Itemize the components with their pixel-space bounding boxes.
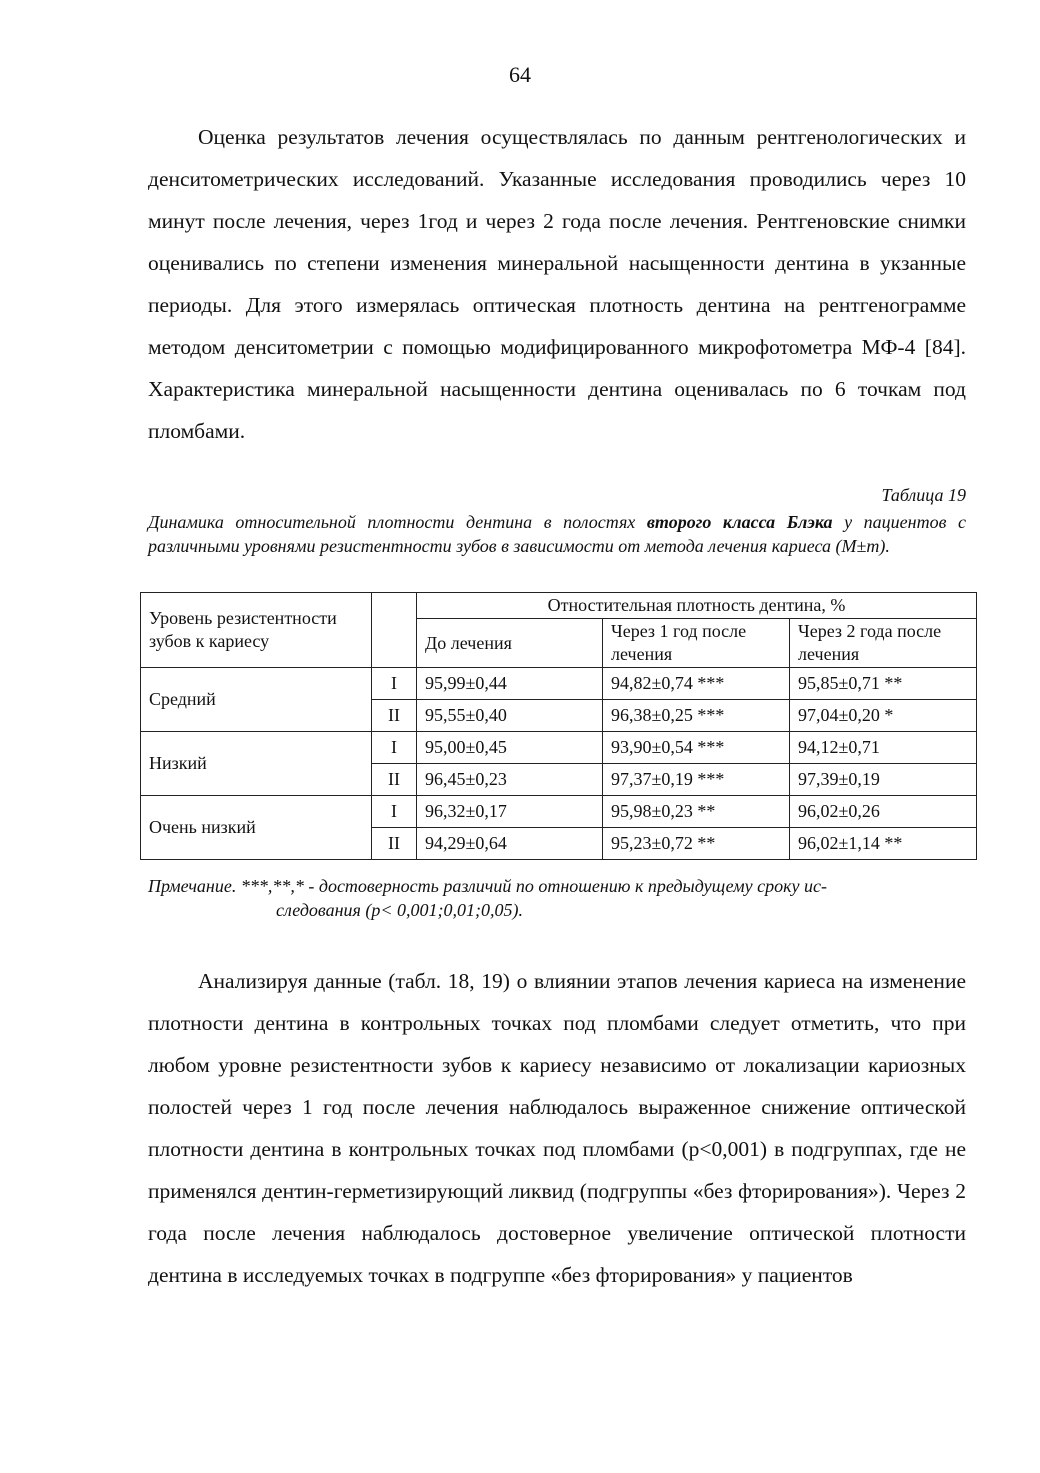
table-header-row-1 — [141, 593, 977, 619]
value-before: 94,29±0,64 — [417, 828, 603, 860]
value-1-year: 93,90±0,54 *** — [603, 732, 790, 764]
value-1-year: 97,37±0,19 *** — [603, 764, 790, 796]
value-2-years: 97,39±0,19 — [790, 764, 977, 796]
note-line-1: Прмечание. ***,**,* - достоверность различий по отношению к предыдущему сроку ис- — [148, 876, 828, 896]
value-2-years: 97,04±0,20 * — [790, 700, 977, 732]
group-cell: I — [372, 668, 417, 700]
value-2-years: 96,02±1,14 ** — [790, 828, 977, 860]
table-label: Таблица 19 — [881, 485, 966, 505]
header-after-1-year: Через 1 год после лечения — [603, 619, 790, 668]
table-row — [141, 796, 977, 828]
paragraph-1: Оценка результатов лечения осуществлялась по данным рентгенологических и денситометрических исследований. Указанные исследования проводились через 10 минут после лечения, через 1год и через 2 года после лечения. Рентгеновские снимки оценивались по степени изменения минеральной насыщенности дентина в укзанные периоды. Для этого измерялась оптическая плотность дентина на рентгенограмме методом денситометрии с помощью модифицированного микрофотометра МФ-4 [84]. Характеристика минеральной насыщенности дентина оценивалась по 6 точкам под пломбами. — [148, 125, 966, 443]
page-number: 64 — [509, 62, 531, 87]
level-cell: Средний — [141, 668, 372, 732]
group-cell: II — [372, 764, 417, 796]
caption-part-1: Динамика относительной плотности дентина в полостях — [148, 512, 647, 532]
group-cell: II — [372, 828, 417, 860]
caption-bold: второго класса Блэка — [646, 512, 833, 532]
table-row — [141, 732, 977, 764]
value-2-years: 96,02±0,26 — [790, 796, 977, 828]
header-resistance-level: Уровень резистентности зубов к кариесу — [141, 593, 372, 668]
value-1-year: 95,98±0,23 ** — [603, 796, 790, 828]
value-2-years: 95,85±0,71 ** — [790, 668, 977, 700]
group-cell: II — [372, 700, 417, 732]
value-before: 95,99±0,44 — [417, 668, 603, 700]
header-relative-density: Отностительная плотность дентина, % — [417, 593, 977, 619]
level-cell: Очень низкий — [141, 796, 372, 860]
level-cell: Низкий — [141, 732, 372, 796]
value-before: 96,45±0,23 — [417, 764, 603, 796]
header-after-2-years: Через 2 года после лечения — [790, 619, 977, 668]
value-1-year: 94,82±0,74 *** — [603, 668, 790, 700]
value-1-year: 96,38±0,25 *** — [603, 700, 790, 732]
value-before: 95,55±0,40 — [417, 700, 603, 732]
group-cell: I — [372, 732, 417, 764]
table-caption — [148, 510, 966, 558]
table-note — [148, 874, 966, 922]
table-row — [141, 668, 977, 700]
group-cell: I — [372, 796, 417, 828]
value-before: 95,00±0,45 — [417, 732, 603, 764]
value-2-years: 94,12±0,71 — [790, 732, 977, 764]
caption-part-2: у пациентов с различными уровнями резистентности зубов в зависимости от метода лечения кариеса (M±m). — [148, 512, 966, 556]
note-line-2: следования (р< 0,001;0,01;0,05). — [276, 900, 524, 920]
header-before-treatment: До лечения — [417, 619, 603, 668]
value-1-year: 95,23±0,72 ** — [603, 828, 790, 860]
paragraph-2: Анализируя данные (табл. 18, 19) о влиянии этапов лечения кариеса на изменение плотности дентина в контрольных точках под пломбами следует отметить, что при любом уровне резистентности зубов к кариесу независимо от локализации кариозных полостей через 1 год после лечения наблюдалось выраженное снижение оптической плотности дентина в контрольных точках под пломбами (р<0,001) в подгруппах, где не применялся дентин-герметизирующий ликвид (подгруппы «без фторирования»). Через 2 года после лечения наблюдалось достоверное увеличение оптической плотности дентина в исследуемых точках в подгруппе «без фторирования» у пациентов — [148, 969, 966, 1287]
density-table — [140, 592, 977, 860]
header-group-empty — [372, 593, 417, 668]
value-before: 96,32±0,17 — [417, 796, 603, 828]
